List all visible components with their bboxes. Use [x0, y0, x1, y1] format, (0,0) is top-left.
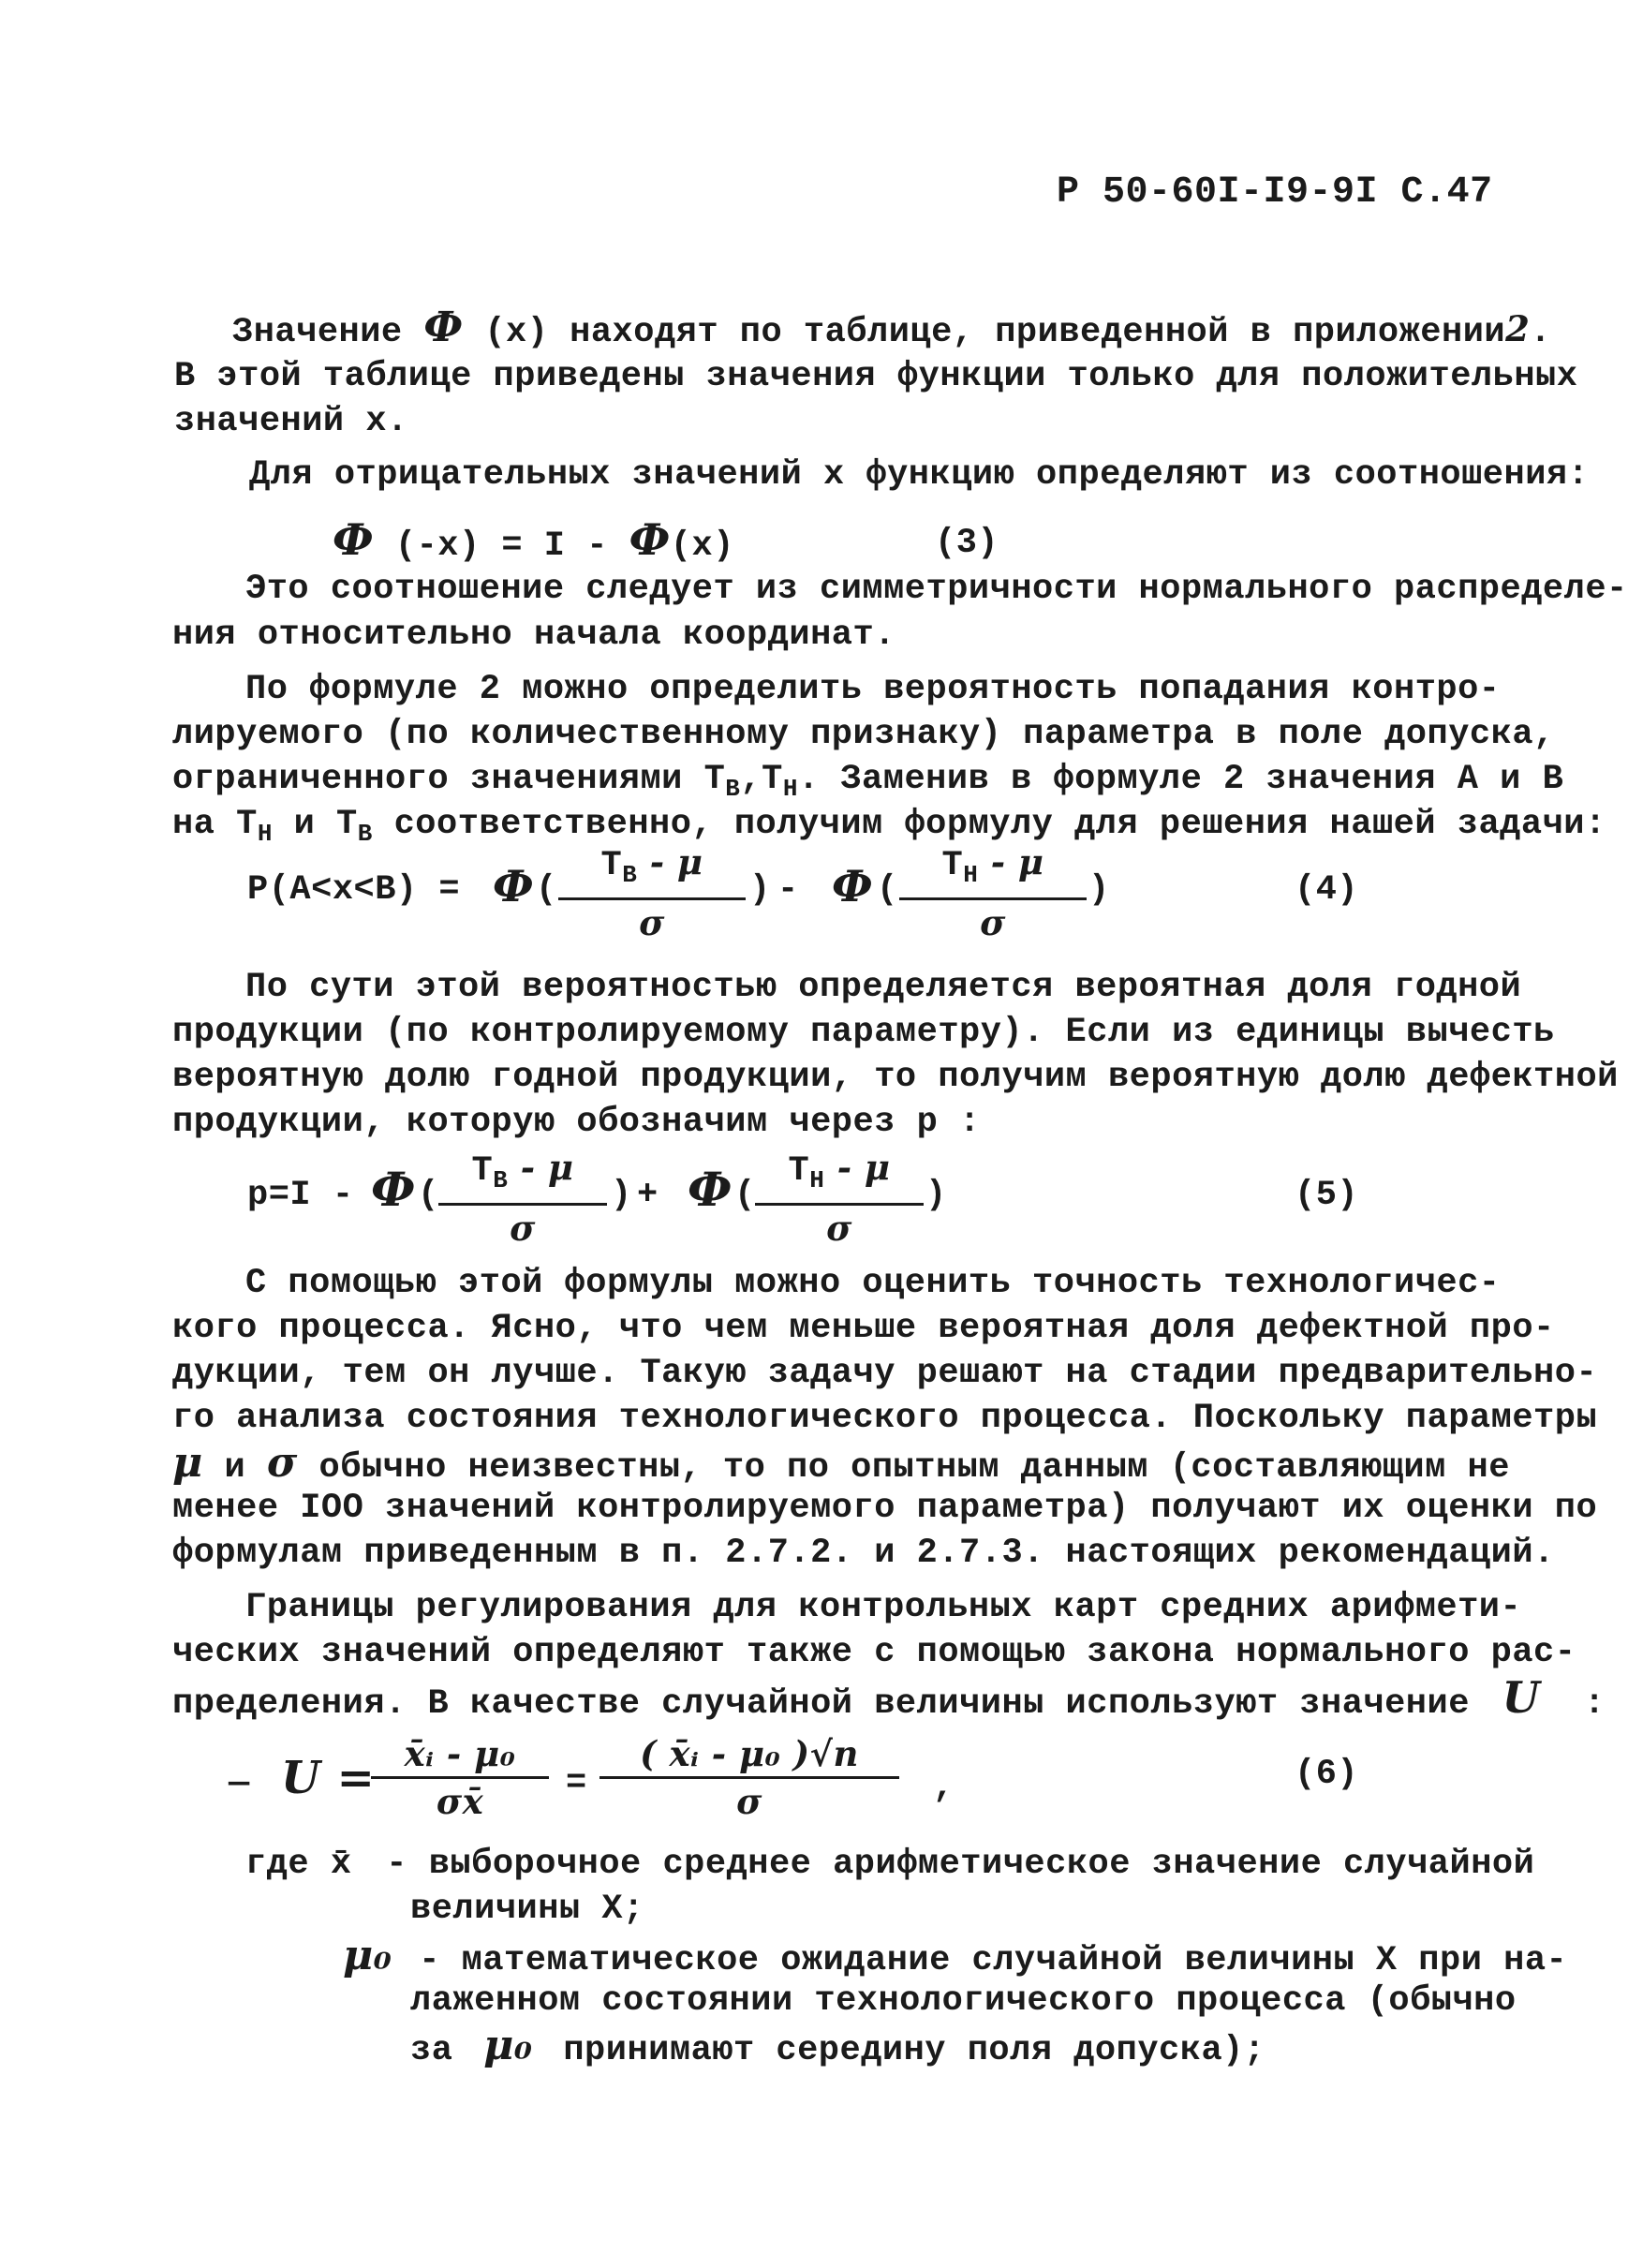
paren-open: (	[536, 870, 557, 910]
mu-symbol: μ	[172, 1439, 203, 1487]
paragraph-4-line-1: По формуле 2 можно определить вероятность попадания контро-	[245, 670, 1501, 709]
phi-symbol: Ф	[333, 514, 375, 565]
formula-6-equals: =	[566, 1764, 587, 1803]
paragraph-5-line-1: По сути этой вероятностью определяется вероятная доля годной	[245, 968, 1522, 1007]
formula-6-comma: ,	[933, 1768, 955, 1807]
definition-2-line-1: μ₀ - математическое ожидание случайной величины X при на-	[343, 1932, 1568, 1980]
definition-2-line-3: за μ₀ принимают середину поля допуска);	[410, 2022, 1265, 2070]
formula-5-fraction-1: $T_В$ - μ σ	[438, 1145, 607, 1251]
formula-5-fraction-2: $T_Н$ - μ σ	[755, 1145, 924, 1251]
paragraph-6-line-4: го анализа состояния технологического процесса. Поскольку параметры	[172, 1399, 1598, 1438]
formula-4-lhs: P(A<x<B) =	[247, 870, 461, 910]
formula-4-minus: -	[777, 870, 799, 910]
paragraph-5-line-2: продукции (по контролируемому параметру). Если из единицы вычесть	[172, 1013, 1555, 1052]
formula-4-fraction-2: $T_Н$ - μ σ	[899, 839, 1087, 945]
phi-symbol: Ф	[629, 514, 671, 565]
paragraph-6-line-3: дукции, тем он лучше. Такую задачу решают на стадии предварительно-	[172, 1354, 1598, 1393]
paragraph-7-line-3: пределения. В качестве случайной величины используют значение U :	[172, 1672, 1606, 1724]
paragraph-2-line-1: Для отрицательных значений x функцию определяют из соотношения:	[249, 455, 1590, 495]
formula-4-number: (4)	[1295, 870, 1359, 910]
phi-symbol: Ф	[493, 861, 535, 912]
formula-6-number: (6)	[1295, 1755, 1359, 1794]
paragraph-4-line-3: ограниченного значениями $T_В,T_Н$. Заменив в формуле 2 значения А и В	[172, 760, 1564, 803]
paren-close: )	[611, 1176, 632, 1215]
paren-open: (	[734, 1176, 756, 1215]
formula-6-dash: —	[229, 1764, 250, 1803]
paragraph-3-line-2: ния относительно начала координат.	[172, 615, 895, 655]
paragraph-5-line-3: вероятную долю годной продукции, то получим вероятную долю дефектной	[172, 1058, 1619, 1097]
paragraph-4-line-4: на $T_Н$ и $T_В$ соответственно, получим формулу для решения нашей задачи:	[172, 805, 1606, 848]
formula-6-fraction-2: ( x̄ᵢ - μ₀ )√n σ	[599, 1731, 899, 1824]
paragraph-1-line-1: Значение Ф (x) находят по таблице, приведенной в приложении2.	[232, 304, 1552, 352]
paren-open: (	[877, 870, 898, 910]
formula-6-fraction-1: x̄ᵢ - μ₀ σx̄	[371, 1731, 549, 1824]
u-symbol: U	[1502, 1672, 1541, 1723]
formula-6-lhs: U =	[281, 1752, 376, 1804]
phi-symbol: Ф	[688, 1162, 733, 1217]
formula-5-number: (5)	[1295, 1176, 1359, 1215]
paragraph-7-line-1: Границы регулирования для контрольных карт средних арифмети-	[245, 1588, 1522, 1627]
paragraph-6-line-5: μ и σ обычно неизвестны, то по опытным данным (составляющим не	[172, 1439, 1510, 1488]
paragraph-6-line-2: кого процесса. Ясно, что чем меньше вероятная доля дефектной про-	[172, 1309, 1555, 1348]
paragraph-3-line-1: Это соотношение следует из симметричности нормального распределе-	[245, 570, 1628, 609]
sigma-symbol: σ	[266, 1439, 298, 1487]
formula-3-number: (3)	[935, 524, 999, 563]
paragraph-7-line-2: ческих значений определяют также с помощью закона нормального рас-	[172, 1633, 1576, 1672]
formula-5-plus: +	[637, 1176, 659, 1215]
paragraph-5-line-4: продукции, которую обозначим через p :	[172, 1103, 981, 1142]
paragraph-4-line-2: лируемого (по количественному признаку) параметра в поле допуска,	[172, 715, 1555, 754]
document-number: Р 50-60I-I9-9I С.47	[1057, 171, 1493, 214]
formula-5-lhs: p=I -	[247, 1176, 354, 1215]
phi-symbol: Ф	[371, 1162, 416, 1217]
paragraph-1-line-2: В этой таблице приведены значения функции только для положительных	[174, 357, 1578, 396]
formula-4-fraction-1: $T_В$ - μ σ	[558, 839, 746, 945]
formula-3: Ф (-x) = I - Ф(x)	[333, 514, 734, 566]
phi-symbol: Ф	[832, 861, 874, 912]
mu0-symbol: μ₀	[343, 1932, 392, 1979]
mu0-symbol: μ₀	[483, 2022, 533, 2069]
definition-1-line-2: величины X;	[410, 1890, 644, 1929]
paragraph-1-line-3: значений x.	[174, 402, 408, 441]
paren-close: )	[1088, 870, 1110, 910]
phi-symbol: Ф	[423, 304, 464, 351]
paren-close: )	[925, 1176, 947, 1215]
definition-2-line-2: лаженном состоянии технологического процесса (обычно	[410, 1981, 1517, 2021]
paren-close: )	[749, 870, 771, 910]
paragraph-6-line-6: менее IOO значений контролируемого параметра) получают их оценки по	[172, 1489, 1598, 1528]
paragraph-6-line-7: формулам приведенным в п. 2.7.2. и 2.7.3. настоящих рекомендаций.	[172, 1534, 1555, 1573]
definition-1-line-1: где x̄ - выборочное среднее арифметическое значение случайной	[245, 1845, 1535, 1884]
paragraph-6-line-1: С помощью этой формулы можно оценить точность технологичес-	[245, 1264, 1501, 1303]
paren-open: (	[418, 1176, 439, 1215]
